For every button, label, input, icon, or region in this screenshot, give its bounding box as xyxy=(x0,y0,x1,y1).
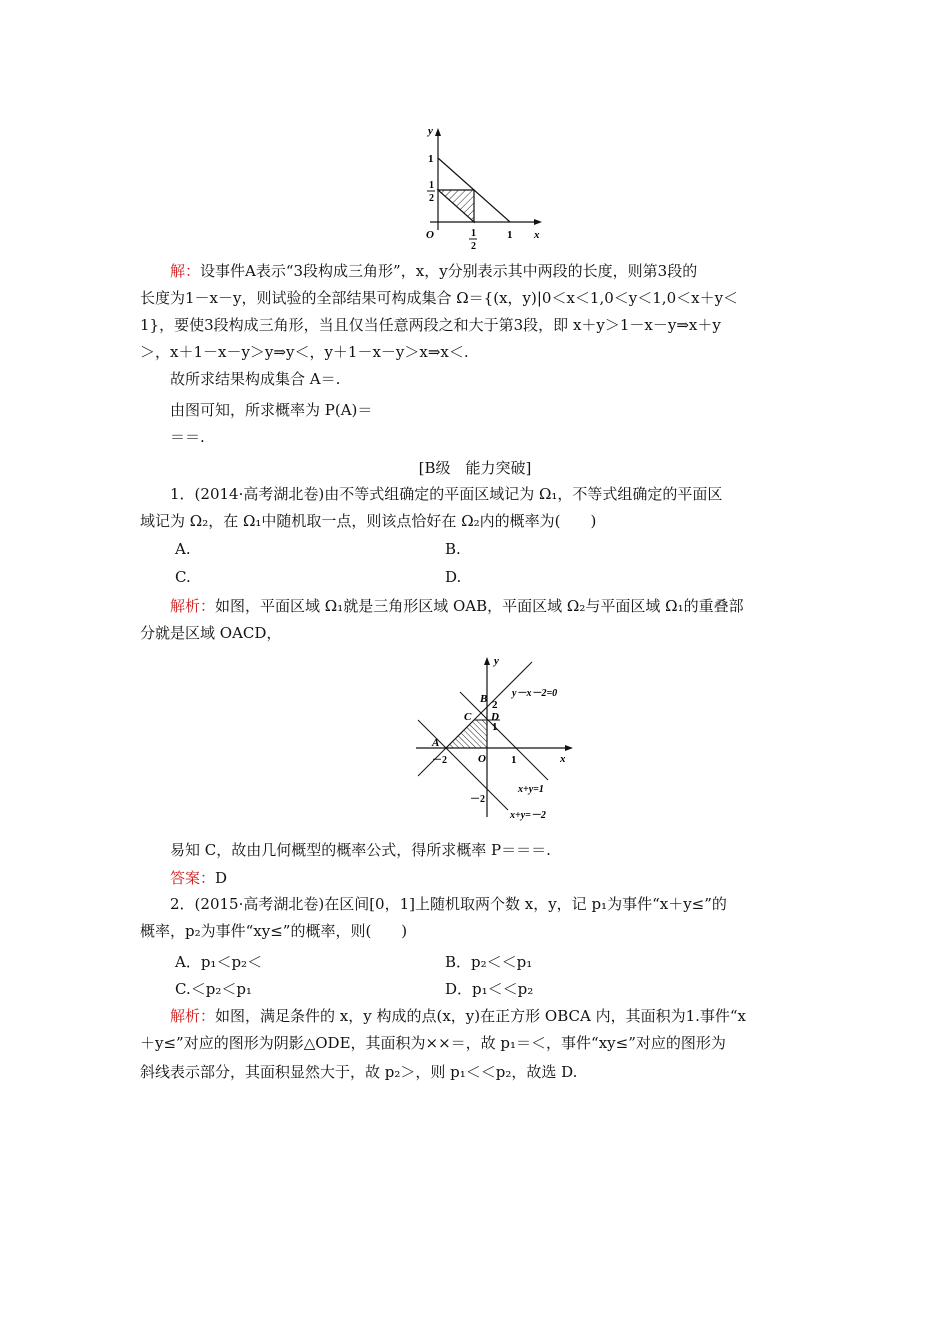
fig2-tick-1-x: 1 xyxy=(511,754,517,766)
fig2-origin: O xyxy=(478,753,486,765)
q1-option-a: A. xyxy=(175,540,191,558)
answer1 xyxy=(170,866,227,890)
solution1-line3: 1}，要使3段构成三角形，当且仅当任意两段之和大于第3段，即 x＋y＞1－x－y⇒x＋y xyxy=(140,316,721,334)
answer-value: D xyxy=(215,869,228,887)
section-heading: [B级 能力突破] xyxy=(418,459,532,477)
fig1-origin: O xyxy=(426,229,434,241)
analysis1-line1: 解析：如图，平面区域 Ω₁就是三角形区域 OAB，平面区域 Ω₂与平面区域 Ω₁的重叠部 xyxy=(170,597,744,615)
fig2-label-c: C xyxy=(464,711,472,723)
fig2-tick-2: 2 xyxy=(492,699,498,711)
answer-label: 答案： xyxy=(170,869,216,887)
fig1-y-tick-1: 1 xyxy=(428,153,434,165)
shaded-triangle xyxy=(438,190,474,222)
fig2-tick-neg2-y: －2 xyxy=(470,794,485,805)
fig1-x-half-den: 2 xyxy=(471,241,476,252)
analysis2-line2: ＋y≤”对应的图形为阴影△ODE，其面积为××＝，故 p₁＝＜，事件“xy≤”对应的图形为 xyxy=(140,1034,726,1052)
solution1-line5: 故所求结果构成集合 A＝. xyxy=(170,370,341,388)
fig1-x-half-num: 1 xyxy=(471,228,476,239)
fig1-y-half-num: 1 xyxy=(429,180,434,191)
solution1-line7: ＝＝. xyxy=(170,428,205,446)
q2-line1: 2．(2015·高考湖北卷)在区间[0，1]上随机取两个数 x，y，记 p₁为事件“x＋y≤”的 xyxy=(170,895,727,913)
x-axis-arrow xyxy=(565,745,573,751)
solution1-line1: 解：设事件A表示“3段构成三角形”，x，y分别表示其中两段的长度，则第3段的 xyxy=(170,262,698,280)
after-figure2-text: 易知 C，故由几何概型的概率公式，得所求概率 P＝＝＝. xyxy=(170,841,551,859)
x-axis-arrow xyxy=(534,219,542,225)
y-axis-arrow xyxy=(435,128,441,136)
q2-line2: 概率，p₂为事件“xy≤”的概率，则( ) xyxy=(140,922,408,940)
fig2-line-label-2: x+y=1 xyxy=(518,784,544,795)
analysis-label: 解析： xyxy=(170,1007,216,1025)
q1-line2: 域记为 Ω₂，在 Ω₁中随机取一点，则该点恰好在 Ω₂内的概率为( ) xyxy=(140,512,597,530)
fig2-label-d: D xyxy=(491,711,499,723)
q2-option-c: C.＜p₂＜p₁ xyxy=(175,980,252,998)
fig2-label-a: A xyxy=(432,737,440,749)
q2-option-d: D．p₁＜＜p₂ xyxy=(445,980,534,998)
fig2-line-label-3: x+y=－2 xyxy=(510,810,546,821)
fig1-x-label: x xyxy=(534,229,540,241)
solution-label: 解： xyxy=(170,262,201,280)
analysis2-line1: 解析：如图，满足条件的 x，y 构成的点(x，y)在正方形 OBCA 内，其面积为1.事件“x xyxy=(170,1007,747,1025)
fig2-x-label: x xyxy=(560,753,566,765)
shaded-region-oacd xyxy=(446,720,487,748)
fig2-line-label-1: y－x－2=0 xyxy=(512,688,558,699)
fig1-y-half-den: 2 xyxy=(429,193,434,204)
q2-option-a: A．p₁＜p₂＜ xyxy=(175,953,263,971)
q1-line1: 1．(2014·高考湖北卷)由不等式组确定的平面区域记为 Ω₁，不等式组确定的平面区 xyxy=(170,485,723,503)
solution1-line6: 由图可知，所求概率为 P(A)＝ xyxy=(170,401,373,419)
fig2-tick-neg2-x: －2 xyxy=(432,755,447,766)
analysis-label: 解析： xyxy=(170,597,216,615)
analysis1-line2: 分就是区域 OACD， xyxy=(140,624,282,642)
fig2-label-b: B xyxy=(480,693,488,705)
q1-option-d: D. xyxy=(445,568,462,586)
fig1-y-label: y xyxy=(428,125,433,137)
figure-triangle-region xyxy=(410,118,550,258)
solution1-line2: 长度为1－x－y，则试验的全部结果可构成集合 Ω＝{(x，y)|0＜x＜1,0＜y＜1,0＜x＋y＜ xyxy=(140,289,739,307)
analysis2-line3: 斜线表示部分，其面积显然大于，故 p₂＞，则 p₁＜＜p₂，故选 D. xyxy=(140,1063,578,1081)
solution1-line4: ＞，x＋1－x－y＞y⇒y＜，y＋1－x－y＞x⇒x＜. xyxy=(140,343,469,361)
q1-option-c: C. xyxy=(175,568,191,586)
q1-option-b: B. xyxy=(445,540,461,558)
figure-region-oacd xyxy=(408,652,578,822)
fig1-x-tick-1: 1 xyxy=(507,229,513,241)
q2-option-b: B．p₂＜＜p₁ xyxy=(445,953,533,971)
fig2-tick-1: 1 xyxy=(492,721,498,733)
y-axis-arrow xyxy=(484,657,490,665)
fig2-y-label: y xyxy=(494,655,499,667)
